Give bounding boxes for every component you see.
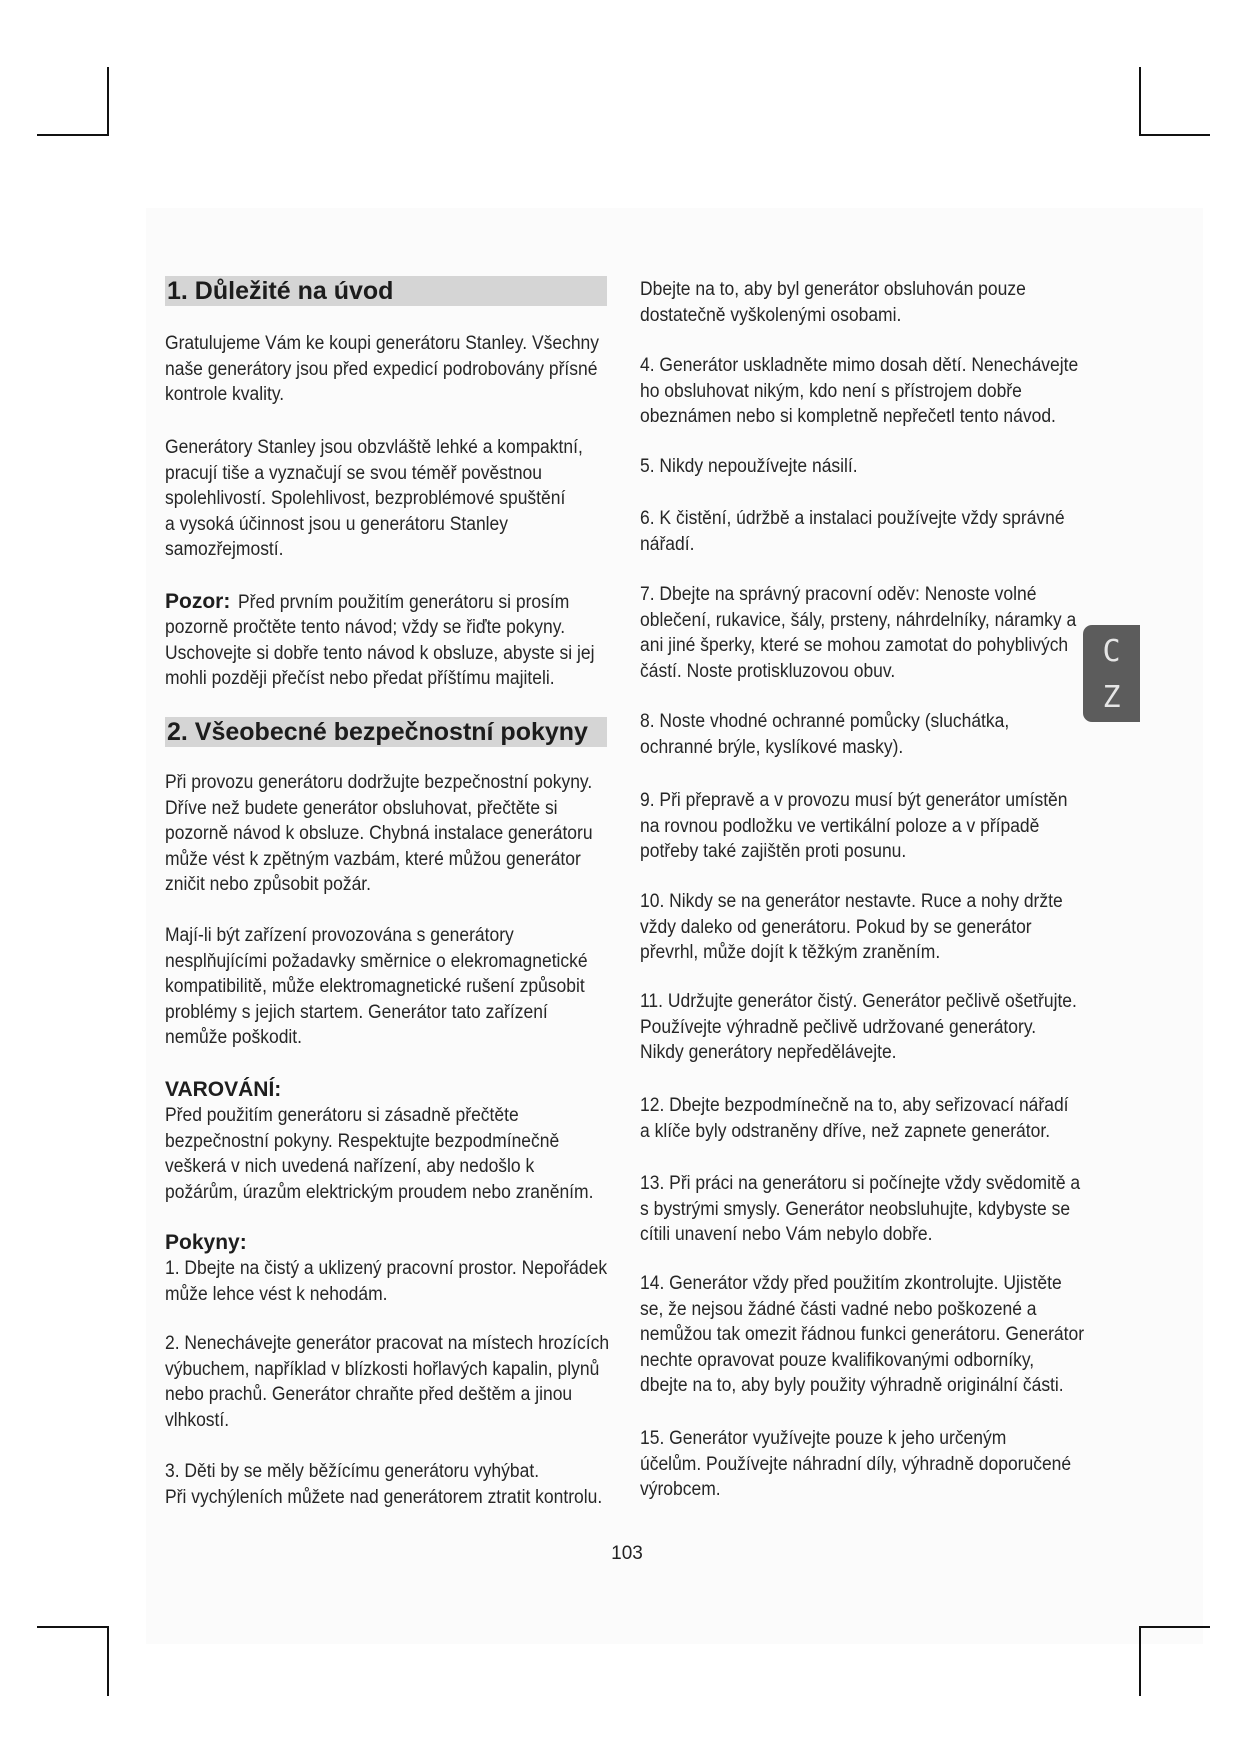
instruction-item-2 <box>165 1331 610 1433</box>
text-line: nebo prachů. Generátor chraňte před deštěm a jinou <box>165 1384 573 1405</box>
text-line: vlhkostí. <box>165 1409 230 1431</box>
text-line: Používejte výhradně pečlivě udržované generátory. <box>640 1016 1037 1038</box>
text-line: vždy daleko od generátoru. Pokud by se generátor <box>640 916 1032 938</box>
text-line: 7. Dbejte na správný pracovní oděv: Nenoste volné <box>640 584 1037 605</box>
text-line: 12. Dbejte bezpodmínečně na to, aby seřizovací nářadí <box>640 1095 1069 1116</box>
text-line: výbuchem, například v blízkosti hořlavých kapalin, plynů <box>165 1358 600 1380</box>
text-line: potřeby také zajištěn proti posunu. <box>640 841 907 862</box>
text-line: a klíče byly odstraněny dříve, než zapnete generátor. <box>640 1120 1051 1142</box>
text-line: nesplňujícími požadavky směrnice o elekromagnetické <box>165 950 588 972</box>
text-line: pracují tiše a vyznačují se svou téměř pověstnou <box>165 462 542 484</box>
attention-first-line <box>165 589 598 615</box>
instructions-label: Pokyny: <box>165 1231 247 1254</box>
text-line: problémy s jejich startem. Generátor tato zařízení <box>165 1001 548 1023</box>
text-line: obeznámen nebo si kompletně nepřečetl tento návod. <box>640 406 1056 427</box>
instruction-item-14 <box>640 1271 1085 1399</box>
text-line: 14. Generátor vždy před použitím zkontrolujte. Ujistěte <box>640 1273 1062 1294</box>
text-line: Nikdy generátory nepředělávejte. <box>640 1042 897 1063</box>
text-line: 6. K čistění, údržbě a instalaci používejte vždy správné <box>640 508 1065 529</box>
text-line: pozorně návod k obsluze. Chybná instalace generátoru <box>165 823 593 844</box>
text-line: Gratulujeme Vám ke koupi generátoru Stanley. Všechny <box>165 333 599 354</box>
text-line: 2. Nenechávejte generátor pracovat na místech hrozících <box>165 1333 610 1354</box>
crop-mark-bottom-right-vertical <box>1139 1626 1141 1696</box>
text-line: nechte opravovat pouze kvalifikovanými odborníky, <box>640 1349 1035 1371</box>
instruction-item-7 <box>640 582 1082 684</box>
safety-paragraph-1 <box>165 770 607 898</box>
text-line: převrhl, může dojít k těžkým zraněním. <box>640 942 941 963</box>
text-line: 3. Děti by se měly běžícímu generátoru vyhýbat. <box>165 1461 540 1482</box>
text-line: pozorně pročtěte tento návod; vždy se řiďte pokyny. <box>165 617 566 638</box>
text-line: cítili unavení nebo Vám nebylo dobře. <box>640 1224 933 1245</box>
intro-paragraph-2 <box>165 435 607 563</box>
text-line: veškerá v nich uvedená nařízení, aby nedošlo k <box>165 1156 535 1177</box>
text-line: 1. Dbejte na čistý a uklizený pracovní prostor. Nepořádek <box>165 1258 608 1279</box>
attention-paragraph <box>165 615 607 692</box>
text-line: účelům. Používejte náhradní díly, výhradně doporučené <box>640 1453 1072 1475</box>
text-line: zničit nebo způsobit požár. <box>165 874 372 895</box>
instruction-item-8 <box>640 709 1082 760</box>
text-line: Při vychýleních můžete nad generátorem ztratit kontrolu. <box>165 1486 603 1508</box>
text-line: nářadí. <box>640 533 695 555</box>
text-line: může lehce vést k nehodám. <box>165 1283 388 1305</box>
warning-paragraph <box>165 1103 607 1205</box>
section-heading-1: 1. Důležité na úvod <box>165 276 607 306</box>
text-line: Při provozu generátoru dodržujte bezpečnostní pokyny. <box>165 772 593 793</box>
crop-mark-top-right-vertical <box>1139 67 1141 136</box>
crop-mark-top-left-horizontal <box>37 134 109 136</box>
text-line: dostatečně vyškolenými osobami. <box>640 304 902 326</box>
intro-paragraph-1 <box>165 331 607 408</box>
attention-first-text: Před prvním použitím generátoru si prosím <box>238 592 570 613</box>
instruction-item-13 <box>640 1171 1082 1248</box>
text-line: 13. Při práci na generátoru si počínejte vždy svědomitě a <box>640 1173 1081 1194</box>
crop-mark-top-left-vertical <box>107 67 109 136</box>
text-line: ochranné brýle, kyslíkové masky). <box>640 736 904 758</box>
text-line: Před použitím generátoru si zásadně přečtěte <box>165 1105 519 1126</box>
crop-mark-bottom-left-vertical <box>107 1626 109 1696</box>
text-line: kontrole kvality. <box>165 384 285 405</box>
text-line: Dbejte na to, aby byl generátor obsluhován pouze <box>640 279 1026 300</box>
text-line: na rovnou podložku ve vertikální poloze a v případě <box>640 815 1040 837</box>
text-line: ho obsluhovat nikým, kdo není s přístrojem dobře <box>640 380 1022 402</box>
text-line: Dříve než budete generátor obsluhovat, přečtěte si <box>165 797 558 819</box>
text-line: ani jiné šperky, které se mohou zamotat do pohyblivých <box>640 635 1069 656</box>
text-line: nemůže poškodit. <box>165 1027 303 1048</box>
warning-label: VAROVÁNÍ: <box>165 1078 282 1101</box>
text-line: nemůžou tak omezit řádnou funkci generátoru. Generátor <box>640 1324 1085 1345</box>
crop-mark-top-right-horizontal <box>1139 134 1210 136</box>
instruction-item-3 <box>165 1459 607 1510</box>
text-line: se, že nejsou žádné části vadné nebo poškozené a <box>640 1298 1037 1320</box>
instruction-item-15 <box>640 1426 1082 1503</box>
text-line: a vysoká účinnost jsou u generátoru Stanley <box>165 513 509 535</box>
text-line: 8. Noste vhodné ochranné pomůcky (sluchátka, <box>640 711 1010 732</box>
instruction-item-4 <box>640 353 1082 430</box>
instruction-item-10 <box>640 889 1082 966</box>
text-line: 15. Generátor využívejte pouze k jeho určeným <box>640 1428 1007 1449</box>
text-line: Mají-li být zařízení provozována s generátory <box>165 925 514 946</box>
instruction-item-5 <box>640 454 1082 480</box>
text-line: kompatibilitě, může elektromagnetické rušení způsobit <box>165 976 585 997</box>
text-line: samozřejmostí. <box>165 539 284 560</box>
text-line: mohli později přečíst nebo předat příštímu majiteli. <box>165 668 555 689</box>
instruction-item-9 <box>640 788 1082 865</box>
attention-label: Pozor: <box>165 590 231 613</box>
text-line: spolehlivostí. Spolehlivost, bezproblémové spuštění <box>165 488 566 509</box>
section-heading-2: 2. Všeobecné bezpečnostní pokyny <box>165 717 607 747</box>
crop-mark-bottom-left-horizontal <box>37 1626 109 1628</box>
instruction-item-12 <box>640 1093 1082 1144</box>
text-line: výrobcem. <box>640 1479 721 1500</box>
text-line: dbejte na to, aby byly použity výhradně originální části. <box>640 1375 1064 1396</box>
text-line: Generátory Stanley jsou obzvláště lehké a kompaktní, <box>165 437 583 458</box>
crop-mark-bottom-right-horizontal <box>1139 1626 1210 1628</box>
instruction-item-6 <box>640 506 1082 557</box>
text-line: 5. Nikdy nepoužívejte násilí. <box>640 456 858 477</box>
instruction-item-1 <box>165 1256 607 1307</box>
text-line: bezpečnostní pokyny. Respektujte bezpodmínečně <box>165 1130 560 1152</box>
safety-paragraph-2 <box>165 923 607 1051</box>
text-line: částí. Noste protiskluzovou obuv. <box>640 660 896 682</box>
text-line: Uschovejte si dobře tento návod k obsluze, abyste si jej <box>165 642 595 664</box>
language-tab <box>1083 625 1140 722</box>
instruction-item-11 <box>640 989 1082 1066</box>
text-line: může vést k zpětným vazbám, které můžou generátor <box>165 848 581 870</box>
language-tab-letter-1: C <box>1102 634 1121 669</box>
text-line: s bystrými smysly. Generátor neobsluhujte, kdybyste se <box>640 1198 1071 1220</box>
text-line: 9. Při přepravě a v provozu musí být generátor umístěn <box>640 790 1068 811</box>
text-line: oblečení, rukavice, šály, prsteny, náhrdelníky, náramky a <box>640 609 1077 631</box>
text-line: 10. Nikdy se na generátor nestavte. Ruce a nohy držte <box>640 891 1063 912</box>
page-number: 103 <box>611 1543 643 1564</box>
language-tab-letter-2: Z <box>1102 680 1121 715</box>
text-line: 4. Generátor uskladněte mimo dosah dětí. Nenechávejte <box>640 355 1079 376</box>
instruction-lead <box>640 277 1082 328</box>
text-line: 11. Udržujte generátor čistý. Generátor pečlivě ošetřujte. <box>640 991 1077 1012</box>
text-line: naše generátory jsou před expedicí podrobovány přísné <box>165 358 598 380</box>
text-line: požárům, úrazům elektrickým proudem nebo zraněním. <box>165 1181 594 1203</box>
